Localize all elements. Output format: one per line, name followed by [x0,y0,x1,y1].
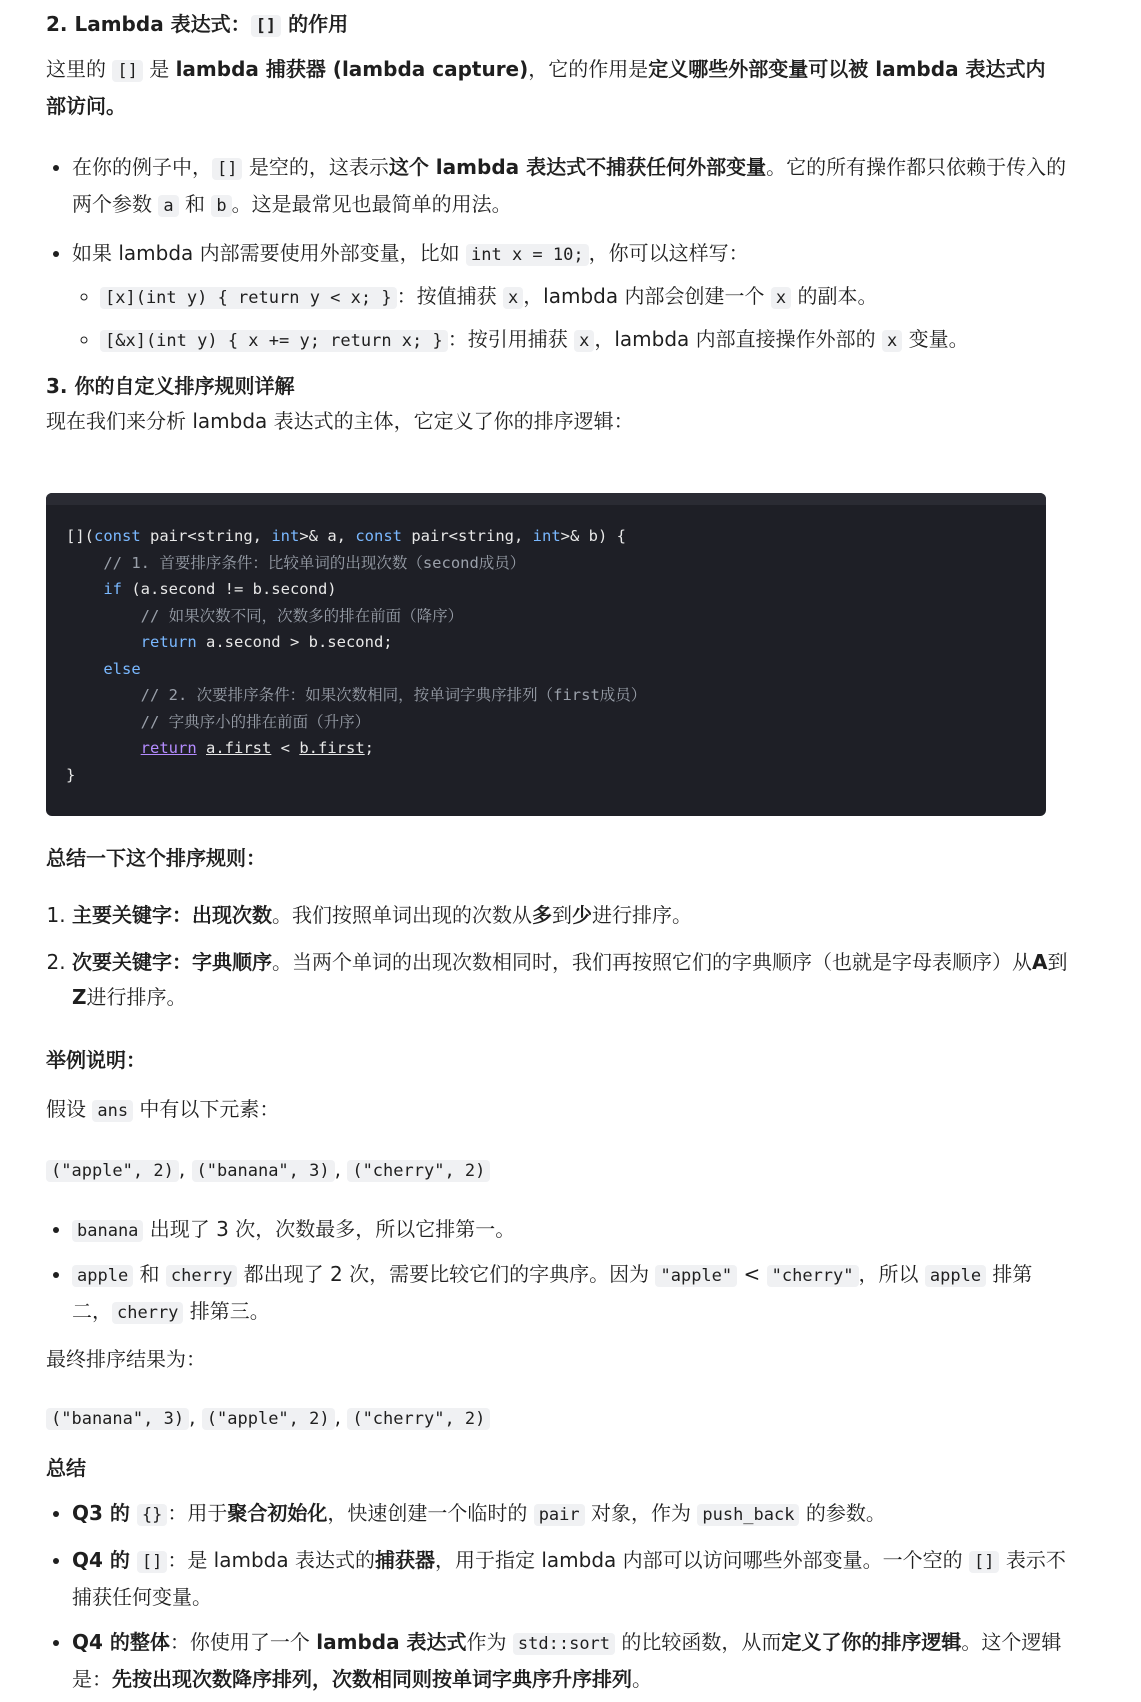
text: ：按值捕获 [396,284,503,308]
code-content [66,523,646,788]
list-item [72,236,1072,359]
sort-intro-paragraph: 现在我们来分析 lambda 表达式的主体，它定义了你的排序逻辑： [46,409,634,433]
bold-text: 定义了你的排序逻辑 [781,1630,962,1654]
separator: , [189,1405,196,1429]
inline-code: ("apple", 2) [202,1408,335,1430]
separator: , [178,1157,186,1181]
inline-code: ("banana", 3) [46,1408,189,1430]
separator: , [334,1157,341,1181]
example-heading: 举例说明： [46,1048,146,1072]
final-result-elements [46,1400,1046,1437]
inline-code: apple [925,1265,986,1287]
list-item [72,1543,1072,1615]
bold-text: Q3 的 [72,1501,137,1525]
text: 变量。 [902,327,969,351]
inline-code: x [771,287,791,309]
inline-code: ans [92,1100,133,1122]
summary-bullet-list [46,1496,1072,1697]
capture-examples-list [72,279,1072,359]
list-item [72,1212,1072,1249]
text: ：按引用捕获 [447,327,575,351]
list-item [72,1625,1072,1697]
code-token: return [140,739,197,757]
inline-code: [] [969,1551,999,1573]
text: 的参数。 [799,1501,886,1525]
example-assume-paragraph [46,1092,1046,1129]
code-comment: // 1. 首要排序条件：比较单词的出现次数（second成员） [66,553,526,572]
inline-code: [] [112,60,142,82]
text: 到 [552,903,572,927]
text: 这里的 [46,57,113,81]
inline-code: {} [137,1504,167,1526]
text: 进行排序。 [86,985,187,1009]
code-token: []( [66,527,94,545]
inline-code: "cherry" [767,1265,859,1287]
code-token: a.first [206,739,272,757]
code-token: else [103,659,141,678]
bold-text: 次要关键字：字典顺序 [72,950,272,974]
inline-code: cherry [166,1265,237,1287]
code-token: (a.second != b.second) [122,580,337,598]
bold-text: Q4 的整体 [72,1630,170,1654]
text: 。当两个单词的出现次数相同时，我们再按照它们的字典顺序（也就是字母表顺序）从 [272,950,1032,974]
text: 。这是最常见也最简单的用法。 [231,192,512,216]
final-result-label: 最终排序结果为： [46,1347,206,1371]
inline-code: int x = 10; [466,244,589,266]
text: 假设 [46,1097,93,1121]
rule-summary-heading: 总结一下这个排序规则： [46,846,266,870]
inline-code: x [882,330,902,352]
code-token: int [271,527,300,545]
text: 。 [106,94,126,118]
text: ：用于 [167,1501,228,1525]
code-token: const [355,527,402,545]
text: ：是 lambda 表达式的 [167,1548,375,1572]
text: ：你使用了一个 [169,1630,317,1654]
rule-summary-list [46,898,1072,1015]
inline-code: [&x](int y) { x += y; return x; } [100,330,448,352]
text: 的副本。 [791,284,878,308]
text: ，它的作用是 [528,57,649,81]
lambda-intro-paragraph [46,52,1046,124]
inline-code: pair [534,1504,585,1526]
text: 排第二， [72,1262,1033,1323]
text: ，所以 [858,1262,925,1286]
code-token: const [94,527,141,545]
list-item [72,945,1072,1015]
code-comment: // 字典序小的排在前面（升序） [66,712,371,731]
heading-text: 的作用 [281,12,349,36]
code-token: ; [364,739,374,757]
inline-code: ("cherry", 2) [347,1160,490,1182]
text: 到 [1047,950,1068,974]
inline-code: ("cherry", 2) [347,1408,490,1430]
inline-code: a [158,195,178,217]
inline-code: std::sort [513,1633,615,1655]
text: 是空的，这表示 [242,155,389,179]
bold-text: 主要关键字：出现次数 [72,903,272,927]
bold-text: lambda 表达式 [316,1630,467,1654]
text: 。这个逻辑是： [72,1630,1062,1691]
text: 都出现了 2 次，需要比较它们的字典序。因为 [237,1262,656,1286]
inline-code: b [211,195,231,217]
bold-text: A [1032,950,1048,974]
inline-code: x [574,330,594,352]
text: 中有以下元素： [133,1097,280,1121]
code-token: pair<string, [402,527,533,545]
bold-text: 先按出现次数降序排列，次数相同则按单词字典序升序排列 [112,1667,632,1691]
bold-text: 捕获器 [374,1548,435,1572]
bold-text: 聚合初始化 [227,1501,328,1525]
inline-code: banana [72,1220,143,1242]
code-token: >& b) { [560,527,626,545]
text: ，用于指定 lambda 内部可以访问哪些外部变量。一个空的 [434,1548,969,1572]
text: 的比较函数，从而 [615,1630,782,1654]
code-token: < [271,739,300,757]
bold-text: lambda 捕获器 (lambda capture) [175,57,529,81]
list-item [72,150,1072,224]
code-token: } [66,765,76,784]
inline-code: cherry [112,1302,183,1324]
inline-code: [x](int y) { return y < x; } [100,287,397,309]
text: 表示不捕获任何变量。 [72,1548,1066,1609]
code-token: a.second > b.second; [196,633,393,651]
text: 出现了 3 次，次数最多，所以它排第一。 [143,1217,516,1241]
text: < [737,1262,767,1286]
section-heading-sort-rule: 3. 你的自定义排序规则详解 [46,374,295,398]
code-comment: // 如果次数不同，次数多的排在前面（降序） [66,606,464,625]
bold-text: 多 [532,903,552,927]
code-token: return [140,633,197,651]
code-token: b.first [299,739,365,757]
capture-bullet-list [46,150,1072,359]
inline-code: "apple" [655,1265,737,1287]
text: 在你的例子中， [72,155,212,179]
text: 和 [178,192,212,216]
text: ，快速创建一个临时的 [327,1501,534,1525]
code-block-header [46,493,1046,505]
text: 。它的所有操作都只依赖于传入的两个参数 [72,155,1067,216]
inline-code: push_back [697,1504,799,1526]
text: ，lambda 内部会创建一个 [523,284,771,308]
text: 是 [142,57,176,81]
text: 。我们按照单词出现的次数从 [272,903,532,927]
heading-text: 2. Lambda 表达式： [46,12,251,36]
separator: , [334,1405,341,1429]
text: ，你可以这样写： [588,241,749,265]
inline-code: [] [212,158,242,180]
bold-text: 定义哪些外部变量可以被 lambda 表达式内部访问 [46,57,1046,118]
inline-code: apple [72,1265,133,1287]
inline-code: x [503,287,523,309]
text: ，lambda 内部直接操作外部的 [594,327,883,351]
list-item [100,279,1072,316]
list-item [72,898,1072,933]
text: 如果 lambda 内部需要使用外部变量，比如 [72,241,467,265]
text: 作为 [466,1630,513,1654]
text: 对象，作为 [584,1501,698,1525]
inline-code: [] [251,15,281,37]
list-item [100,322,1072,359]
bold-text: 这个 lambda 表达式不捕获任何外部变量 [388,155,767,179]
code-token: if [103,580,122,598]
section-heading-lambda [46,8,1046,37]
inline-code: ("apple", 2) [46,1160,179,1182]
code-token: int [532,527,561,545]
example-elements [46,1152,1046,1189]
bold-text: Z [72,985,87,1009]
example-bullet-list [46,1212,1072,1331]
inline-code: [] [137,1551,167,1573]
list-item [72,1257,1072,1331]
text: 排第三。 [183,1299,270,1323]
inline-code: ("banana", 3) [192,1160,335,1182]
bold-text: 少 [572,903,592,927]
code-comment: // 2. 次要排序条件：如果次数相同，按单词字典序排列（first成员） [66,686,647,704]
code-token: pair<string, [140,527,272,545]
list-item [72,1496,1072,1533]
summary-heading: 总结 [46,1456,86,1480]
code-block[interactable] [46,493,1046,816]
text: 和 [133,1262,166,1286]
text: 。 [632,1667,652,1691]
bold-text: Q4 的 [72,1548,137,1572]
code-token: >& a, [299,527,356,545]
text: 进行排序。 [592,903,692,927]
